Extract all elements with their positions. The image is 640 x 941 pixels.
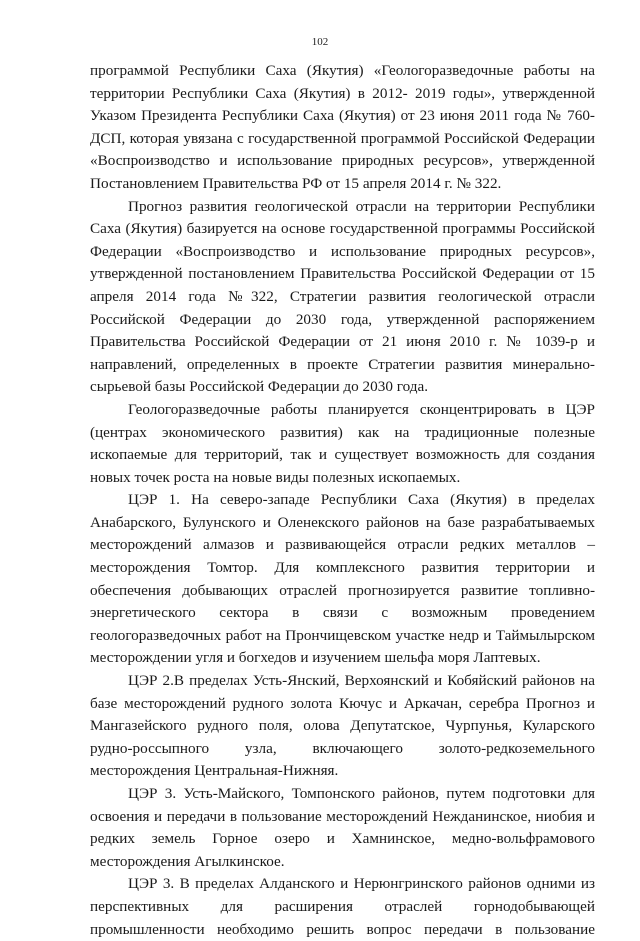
document-body — [90, 60, 595, 941]
text-line: перспективных для расширения отраслей горнодобывающей — [90, 897, 595, 915]
text-line: новых точек роста на новые виды полезных ископаемых. — [90, 468, 461, 486]
text-line: территории Республики Саха (Якутия) в 2012- 2019 годы», утвержденной — [90, 84, 595, 102]
text-line: Указом Президента Республики Саха (Якутия) от 23 июня 2011 года № 760- — [90, 107, 595, 125]
text-line: месторождений алмазов и развивающейся отрасли редких металлов – — [90, 536, 595, 554]
text-line: обеспечения добывающих отраслей прогнозируется развитие топливно- — [90, 581, 595, 599]
text-line: направлений, определенных в проекте Стратегии развития минерально- — [90, 355, 595, 373]
text-line: сырьевой базы Российской Федерации до 2030 года. — [90, 378, 428, 396]
text-line: рудно-россыпного узла, включающего золото-редкоземельного — [90, 739, 595, 757]
text-line: энергетического сектора в связи с возможным проведением — [90, 604, 595, 622]
text-line: Анабарского, Булунского и Оленекского районов на базе разрабатываемых — [90, 513, 595, 531]
text-line: Правительства Российской Федерации от 21 июня 2010 г. № 1039-р и — [90, 333, 595, 351]
text-line: редких земель Горное озеро и Хамнинское, медно-вольфрамового — [90, 830, 595, 848]
text-line: ископаемые для территорий, так и существует возможность для создания — [90, 446, 595, 464]
paragraph — [90, 196, 595, 399]
text-line: «Воспроизводство и использование природных ресурсов», утвержденной — [90, 152, 595, 170]
paragraph — [90, 783, 595, 873]
text-line: ЦЭР 1. На северо-западе Республики Саха (Якутия) в пределах — [128, 491, 595, 509]
text-line: промышленности необходимо решить вопрос передачи в пользование — [90, 920, 595, 938]
text-line: ЦЭР 3. В пределах Алданского и Нерюнгринского районов одними из — [128, 875, 595, 893]
text-line: ЦЭР 3. Усть-Майского, Томпонского районов, путем подготовки для — [128, 785, 595, 802]
text-line: Федерации «Воспроизводство и использование природных ресурсов», — [90, 242, 595, 260]
text-line: Геологоразведочные работы планируется сконцентрировать в ЦЭР — [128, 400, 595, 418]
text-line: программой Республики Саха (Якутия) «Геологоразведочные работы на — [90, 62, 595, 79]
text-line: ЦЭР 2.В пределах Усть-Янский, Верхоянский и Кобяйский районов на — [128, 672, 595, 690]
paragraph — [90, 489, 595, 670]
paragraph — [90, 670, 595, 783]
page-number: 102 — [311, 36, 329, 48]
paragraph — [90, 399, 595, 489]
paragraph — [90, 873, 595, 941]
paragraph — [90, 60, 595, 196]
text-line: утвержденной постановлением Правительства Российской Федерации от 15 — [90, 265, 595, 283]
text-line: базе месторождений рудного золота Кючус и Аркачан, серебра Прогноз и — [90, 694, 595, 712]
text-line: апреля 2014 года №322, Стратегии развития геологической отрасли — [90, 287, 595, 305]
text-line: месторождения Агылкинское. — [90, 852, 285, 870]
text-line: месторождении угля и богхедов и изучением шельфа моря Лаптевых. — [90, 649, 541, 667]
text-line: месторождения Томтор. Для комплексного развития территории и — [90, 559, 595, 577]
text-line: геологоразведочных работ на Прончищевском участке недр и Таймылырском — [90, 626, 595, 644]
text-line: Мангазейского рудного поля, олова Депутатское, Чурпунья, Куларского — [90, 717, 595, 735]
text-line: Саха (Якутия) базируется на основе государственной программы Российской — [90, 220, 595, 238]
text-line: Постановлением Правительства РФ от 15 апреля 2014 г. № 322. — [90, 174, 502, 192]
text-line: Прогноз развития геологической отрасли на территории Республики — [128, 197, 595, 215]
text-line: месторождения Центральная-Нижняя. — [90, 762, 339, 780]
text-line: (центрах экономического развития) как на традиционные полезные — [90, 423, 595, 441]
text-line: Российской Федерации до 2030 года, утвержденной распоряжением — [90, 310, 595, 328]
text-line: ДСП, которая увязана с государственной программой Российской Федерации — [90, 129, 595, 147]
text-line: освоения и передачи в пользование месторождений Нежданинское, ниобия и — [90, 807, 595, 825]
